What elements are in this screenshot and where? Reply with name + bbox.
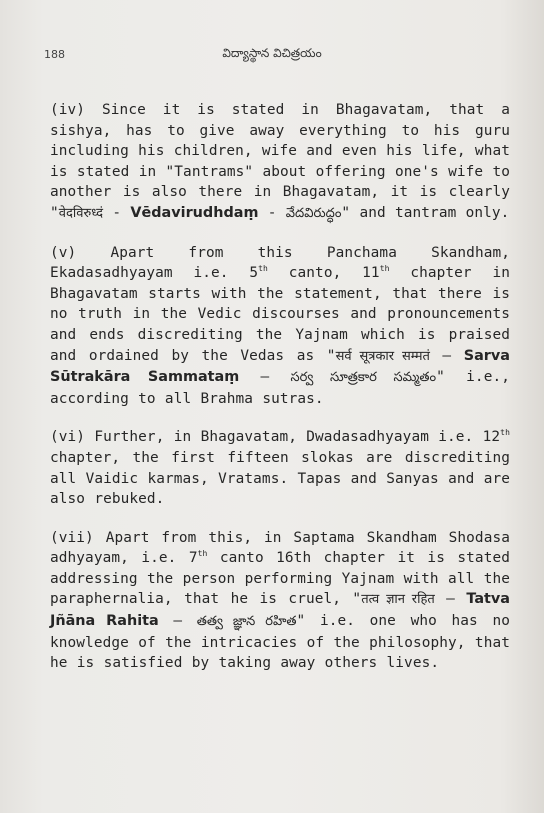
page-content: [50, 100, 510, 692]
devanagari-term: वेदविरुध्दं: [58, 205, 104, 221]
text-run: chapter, the first fifteen slokas are discrediting all Vaidic karmas, Vratams. Tapas and Sanyas and are also rebuked.: [50, 449, 510, 508]
transliterated-term: Vēdavirudhdaṃ: [130, 204, 259, 221]
paragraph-vii: [50, 528, 510, 674]
ordinal-suffix: th: [258, 264, 268, 274]
text-run: (v) Apart from this Panchama Skandham, Ekadasadhyayam i.e. 5: [50, 244, 510, 282]
text-run: (vi) Further, in Bhagavatam, Dwadasadhyayam i.e. 12: [50, 429, 501, 446]
paragraph-v: [50, 243, 510, 410]
text-run: –: [434, 591, 467, 608]
telugu-term: సర్వ సూత్రకార సమ్మతం: [290, 370, 437, 386]
text-run: canto, 11: [267, 265, 380, 282]
telugu-term: తత్వ జ్ఞాన రహిత: [196, 614, 297, 630]
devanagari-term: तत्व ज्ञान रहित: [361, 592, 435, 608]
text-run: " and tantram only.: [341, 204, 510, 221]
text-run: –: [429, 347, 464, 364]
transliterated-term: Tatva Jñāna Rahita: [50, 591, 511, 630]
text-run: –: [239, 369, 291, 386]
text-run: -: [103, 204, 131, 221]
text-run: " i.e. one who has no knowledge of the intricacies of the philosophy, that he is satisfied by taking away others lives.: [50, 613, 510, 672]
ordinal-suffix: th: [379, 264, 390, 274]
text-run: -: [258, 204, 286, 221]
paragraph-vi: [50, 427, 510, 509]
transliterated-term: Sarva Sūtrakāra Sammataṃ: [50, 347, 510, 386]
text-run: " i.e., according to all Brahma sutras.: [50, 369, 510, 407]
paragraph-iv: [50, 100, 510, 225]
devanagari-term: सर्व सूत्रकार सम्मतं: [335, 348, 430, 364]
running-title: విద్యాస్థాన విచిత్రయం: [222, 46, 322, 60]
text-run: canto 16th chapter it is stated addressing the person performing Yajnam with all the paraphernalia, that he is cruel, ": [50, 550, 510, 608]
text-run: –: [158, 613, 197, 630]
page-number: 188: [44, 48, 65, 61]
ordinal-suffix: th: [197, 549, 208, 559]
text-run: (vii) Apart from this, in Saptama Skandham Shodasa adhyayam, i.e. 7: [50, 529, 510, 567]
page-header: [40, 46, 504, 66]
text-run: chapter in Bhagavatam starts with the statement, that there is no truth in the Vedic discourses and pronouncements and ends discrediting the Yajnam which is praised and ordained by the Vedas as ": [50, 265, 511, 364]
text-run: (iv) Since it is stated in Bhagavatam, that a sishya, has to give away everything to his guru including his children, wife and even his life, what is stated in "Tantrams" about offering one's wife to another is also there in Bhagavatam, it is clearly ": [50, 102, 510, 221]
telugu-term: వేదవిరుద్ధం: [285, 205, 342, 221]
ordinal-suffix: th: [500, 428, 510, 438]
